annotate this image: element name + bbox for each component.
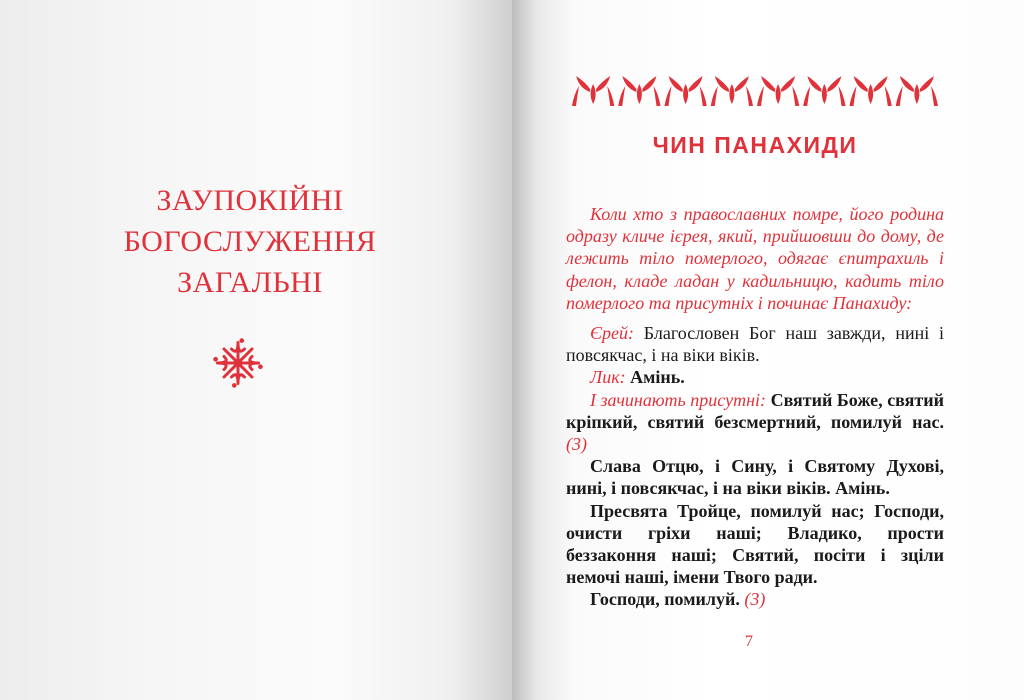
intro-rubric: Коли хто з православних помре, його родина одразу кличе ієрея, який, прийшовши до дому, де лежить тіло померлого, одягає єпитрахиль і фелон, кладе ладан у кадильницю, кадить тіло померлого та присутніх і починає Панахиду: [566, 204, 944, 313]
section-title-line-1: ЗАУПОКІЙНІ [156, 184, 344, 217]
rubric-choir: Лик: [590, 367, 626, 388]
rubric-trisagion: І зачинають присутні: [590, 389, 767, 410]
body-text [566, 203, 944, 611]
section-title-line-3: ЗАГАЛЬНІ [177, 266, 323, 299]
tulip-border-ornament-icon [570, 72, 940, 110]
paragraph-glory: Слава Отцю, і Сину, і Святому Духові, нині, і повсякчас, і на віки віків. Амінь. [566, 456, 944, 499]
paragraph-lord-have-mercy [566, 588, 944, 610]
page-number: 7 [745, 633, 753, 650]
chapter-title: ЧИН ПАНАХИДИ [652, 132, 858, 158]
text-lord-have-mercy: Господи, помилуй. [590, 589, 745, 610]
section-title [100, 180, 400, 303]
paragraph-trinity: Пресвята Тройце, помилуй нас; Господи, очисти гріхи наші; Владико, прости беззаконня наші; Святий, посіти і зціли немочі наші, імени Твого ради. [566, 500, 944, 588]
section-title-line-2: БОГОСЛУЖЕННЯ [123, 225, 377, 258]
snowflake-ornament-icon [210, 335, 266, 391]
rubric-priest: Єрей: [590, 323, 635, 344]
text-choir: Амінь. [625, 367, 685, 388]
text-trisagion: Святий Боже, святий кріпкий, святий безсмертний, помилуй нас. [566, 389, 944, 432]
rubric-lord-have-mercy-repeat: (3) [744, 589, 766, 610]
right-page [512, 0, 1024, 700]
rubric-trisagion-repeat: (3) [566, 434, 587, 455]
paragraph-trisagion [566, 389, 944, 456]
paragraph-choir [566, 366, 944, 388]
text-priest: Благословен Бог наш завжди, нині і повсякчас, і на віки віків. [566, 323, 944, 366]
paragraph-priest [566, 322, 944, 366]
